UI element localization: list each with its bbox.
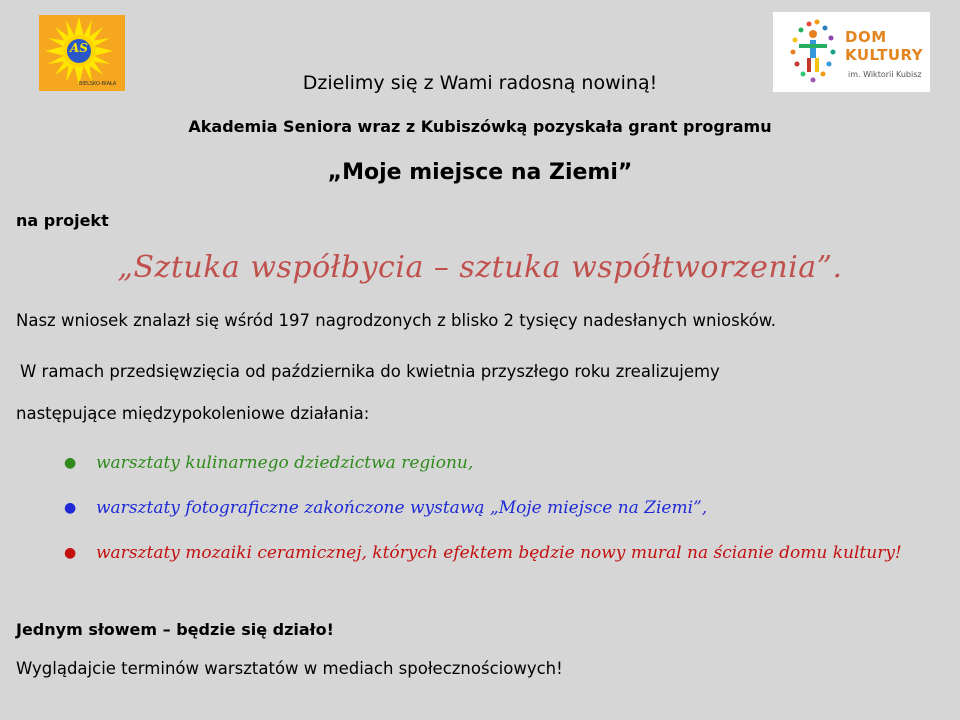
list-item xyxy=(64,537,916,569)
project-title: „Sztuka współbycia – sztuka współtworzenia”. xyxy=(117,250,843,285)
paragraph-activities-intro: następujące międzypokoleniowe działania: xyxy=(16,404,370,423)
logo-as-caption: BIELSKO-BIAŁA xyxy=(79,81,117,87)
paragraph-schedule: W ramach przedsięwzięcia od października do kwietnia przyszłego roku zrealizujemy xyxy=(20,362,720,381)
heading-grant: Akademia Seniora wraz z Kubiszówką pozyskała grant programu xyxy=(188,117,772,136)
logo-kultury-text: KULTURY xyxy=(845,46,924,64)
heading-program-name: „Moje miejsce na Ziemi” xyxy=(327,160,633,185)
label-project: na projekt xyxy=(16,211,109,230)
heading-announcement: Dzielimy się z Wami radosną nowiną! xyxy=(302,72,658,94)
bullet-dot-icon: ● xyxy=(64,455,77,471)
paragraph-social-media: Wyglądajcie terminów warsztatów w mediach społecznościowych! xyxy=(16,659,563,678)
logo-as-text: AS xyxy=(70,41,88,55)
paragraph-awarded: Nasz wniosek znalazł się wśród 197 nagrodzonych z blisko 2 tysięcy nadesłanych wniosków. xyxy=(16,311,777,330)
list-item xyxy=(64,492,916,524)
paragraph-summary: Jednym słowem – będzie się działo! xyxy=(16,620,334,639)
list-item-text: warsztaty kulinarnego dziedzictwa regionu, xyxy=(96,453,474,473)
bullet-dot-icon: ● xyxy=(64,500,77,516)
logo-dom-text: DOM xyxy=(845,28,887,46)
bullet-dot-icon: ● xyxy=(64,545,77,561)
list-item-text: warsztaty fotograficzne zakończone wystawą „Moje miejsce na Ziemi”, xyxy=(96,498,708,518)
logo-dk-subtitle: im. Wiktorii Kubisz xyxy=(848,70,922,79)
list-item xyxy=(64,447,916,479)
list-item-text: warsztaty mozaiki ceramicznej, których efektem będzie nowy mural na ścianie domu kultury! xyxy=(96,543,902,563)
